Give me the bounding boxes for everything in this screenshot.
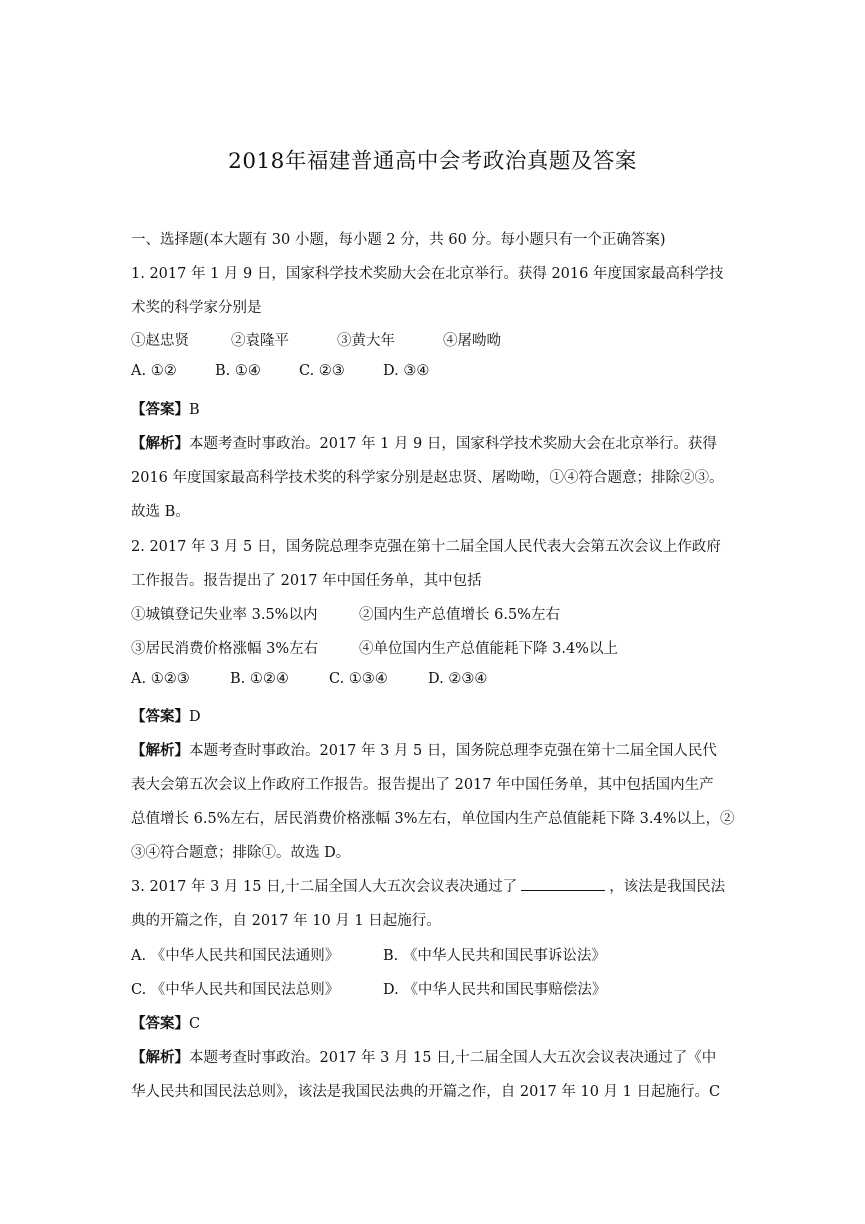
q3-analysis-line-2: 华人民共和国民法总则》，该法是我国民法典的开篇之作，自 2017 年 10 月 1 日起施行。C: [131, 1084, 721, 1100]
q1-choice-a: A. ①②: [131, 363, 177, 379]
q2-analysis-tag: 【解析】: [131, 742, 189, 759]
q2-items-row-1: [131, 603, 560, 624]
q3-choice-a: A. 《中华人民共和国民法通则》: [131, 948, 340, 964]
q2-item-3: ③居民消费价格涨幅 3%左右: [131, 641, 319, 657]
q3-choice-c: C. 《中华人民共和国民法总则》: [131, 982, 340, 998]
q2-item-4: ④单位国内生产总值能耗下降 3.4%以上: [359, 641, 618, 657]
q1-choice-c: C. ②③: [299, 363, 345, 379]
q2-analysis-line-3: 总值增长 6.5%左右，居民消费价格涨幅 3%左右，单位国内生产总值能耗下降 3.4%以上，②: [131, 811, 735, 827]
q1-analysis-line-1: [131, 432, 717, 453]
q2-answer-tag: 【答案】: [131, 708, 189, 725]
section-header: 一、选择题(本大题有 30 小题，每小题 2 分，共 60 分。每小题只有一个正确答案): [131, 232, 666, 248]
q3-stem-part-2: ，该法是我国民法: [609, 879, 726, 895]
q3-choice-b: B. 《中华人民共和国民事诉讼法》: [383, 948, 606, 964]
q2-item-2: ②国内生产总值增长 6.5%左右: [359, 607, 560, 623]
q2-analysis-line-2: 表大会第五次会议上作政府工作报告。报告提出了 2017 年中国任务单，其中包括国内生产: [131, 777, 714, 793]
q2-stem-line-1: 2. 2017 年 3 月 5 日，国务院总理李克强在第十二届全国人民代表大会第五次会议上作政府: [131, 539, 721, 555]
q3-stem-line-1: [131, 875, 725, 896]
q3-choices-row-2: [131, 978, 606, 999]
q2-choice-a: A. ①②③: [131, 671, 190, 687]
q1-analysis-line-2: 2016 年度国家最高科学技术奖的科学家分别是赵忠贤、屠呦呦，①④符合题意；排除②③。: [131, 470, 724, 486]
q1-items: [131, 329, 501, 350]
q3-stem-part-1: 3. 2017 年 3 月 15 日,十二届全国人大五次会议表决通过了: [131, 879, 518, 895]
q2-answer-value: D: [189, 709, 201, 725]
q1-item-2: ②袁隆平: [231, 333, 289, 349]
q1-answer: [131, 398, 200, 419]
q2-items-row-2: [131, 637, 618, 658]
q3-answer-value: C: [189, 1016, 201, 1032]
q3-answer-tag: 【答案】: [131, 1015, 189, 1032]
q1-item-3: ③黄大年: [337, 333, 395, 349]
q2-choice-c: C. ①③④: [329, 671, 388, 687]
q1-choice-b: B. ①④: [215, 363, 261, 379]
q1-stem-line-2: 术奖的科学家分别是: [131, 300, 262, 316]
q2-answer: [131, 705, 201, 726]
q1-analysis-line-3: 故选 B。: [131, 504, 190, 520]
q1-analysis-tag: 【解析】: [131, 435, 189, 452]
q3-analysis-text-1: 本题考查时事政治。2017 年 3 月 15 日,十二届全国人大五次会议表决通过了《中: [189, 1050, 717, 1066]
page-title: 2018年福建普通高中会考政治真题及答案: [228, 149, 637, 174]
q1-answer-tag: 【答案】: [131, 401, 189, 418]
q1-item-1: ①赵忠贤: [131, 333, 189, 349]
q3-analysis-line-1: [131, 1046, 716, 1067]
q1-item-4: ④屠呦呦: [443, 333, 501, 349]
q2-analysis-line-1: [131, 739, 717, 760]
q2-choice-b: B. ①②④: [230, 671, 289, 687]
q1-choice-d: D. ③④: [383, 363, 430, 379]
q3-fill-blank: [521, 877, 605, 891]
q3-choice-d: D. 《中华人民共和国民事赔偿法》: [383, 982, 607, 998]
q3-answer: [131, 1012, 200, 1033]
q2-choice-d: D. ②③④: [428, 671, 488, 687]
q1-analysis-text-1: 本题考查时事政治。2017 年 1 月 9 日，国家科学技术奖励大会在北京举行。获得: [189, 436, 717, 452]
q2-item-1: ①城镇登记失业率 3.5%以内: [131, 607, 318, 623]
q1-answer-value: B: [189, 402, 200, 418]
q1-choices: [131, 363, 429, 379]
q3-choices-row-1: [131, 944, 606, 965]
q2-choices: [131, 671, 487, 687]
q2-analysis-text-1: 本题考查时事政治。2017 年 3 月 5 日，国务院总理李克强在第十二届全国人民代: [189, 743, 717, 759]
q2-stem-line-2: 工作报告。报告提出了 2017 年中国任务单，其中包括: [131, 573, 482, 589]
q2-analysis-line-4: ③④符合题意；排除①。故选 D。: [131, 845, 351, 861]
q1-stem-line-1: 1. 2017 年 1 月 9 日，国家科学技术奖励大会在北京举行。获得 2016 年度国家最高科学技: [131, 266, 724, 282]
q3-analysis-tag: 【解析】: [131, 1049, 189, 1066]
q3-stem-line-2: 典的开篇之作，自 2017 年 10 月 1 日起施行。: [131, 913, 441, 929]
